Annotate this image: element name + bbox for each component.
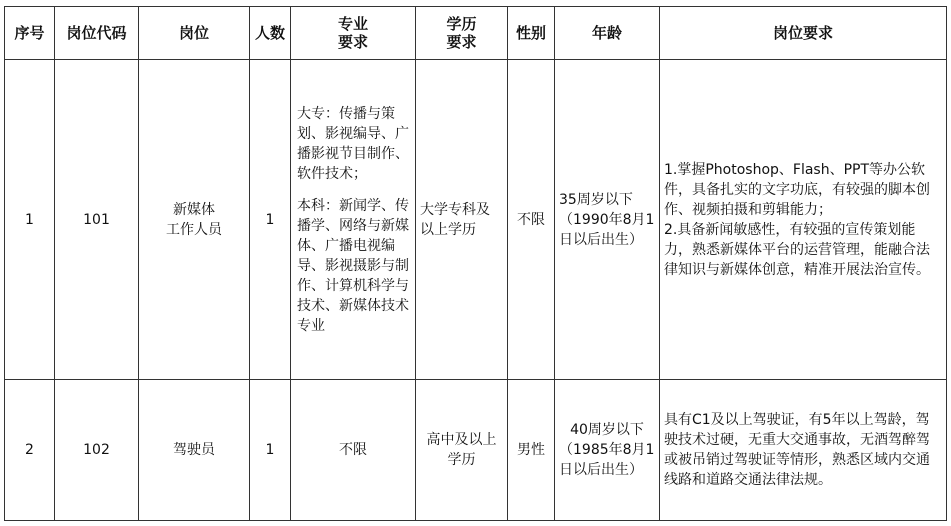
header-major-line1: 专业 <box>337 15 368 33</box>
cell-count: 1 <box>250 60 291 380</box>
age-limit: 40周岁以下 <box>570 422 644 438</box>
cell-code: 101 <box>55 60 139 380</box>
header-major-line2: 要求 <box>337 33 368 51</box>
header-education <box>416 7 508 60</box>
table-row <box>5 380 947 521</box>
header-edu-line2: 要求 <box>446 33 477 51</box>
job-requirements-table <box>4 6 947 521</box>
cell-count: 1 <box>250 380 291 521</box>
cell-gender: 男性 <box>508 380 555 521</box>
cell-code: 102 <box>55 380 139 521</box>
header-gender: 性别 <box>508 7 555 60</box>
requirement-item-1: 1.掌握Photoshop、Flash、PPT等办公软件，具备扎实的文字功底，有较强的脚本创作、视频拍摄和剪辑能力； <box>664 161 930 218</box>
cell-age <box>555 60 660 380</box>
cell-seq: 1 <box>5 60 55 380</box>
header-edu-line1: 学历 <box>446 15 477 33</box>
cell-position: 驾驶员 <box>139 380 250 521</box>
header-seq: 序号 <box>5 7 55 60</box>
cell-age <box>555 380 660 521</box>
cell-seq: 2 <box>5 380 55 521</box>
position-line2: 工作人员 <box>166 221 222 238</box>
table-row <box>5 60 947 380</box>
header-position: 岗位 <box>139 7 250 60</box>
requirement-item-2: 2.具备新闻敏感性，有较强的宣传策划能力，熟悉新媒体平台的运营管理，能融合法律知识与新媒体创意，精准开展法治宣传。 <box>664 221 930 278</box>
cell-position <box>139 60 250 380</box>
major-college: 大专：传播与策划、影视编导、广播影视节目制作、软件技术； <box>297 105 409 182</box>
header-major <box>291 7 416 60</box>
header-age: 年龄 <box>555 7 660 60</box>
cell-education: 高中及以上学历 <box>416 380 508 521</box>
major-bachelor: 本科：新闻学、传播学、网络与新媒体、广播电视编导、影视摄影与制作、计算机科学与技术、新媒体技术专业 <box>297 197 409 334</box>
age-limit: 35周岁以下 <box>559 191 633 208</box>
cell-major <box>291 60 416 380</box>
cell-education: 大学专科及以上学历 <box>416 60 508 380</box>
cell-requirements <box>660 60 947 380</box>
cell-gender: 不限 <box>508 60 555 380</box>
header-count: 人数 <box>250 7 291 60</box>
age-birthdate: （1985年8月1日以后出生） <box>559 442 655 478</box>
cell-major: 不限 <box>291 380 416 521</box>
position-line1: 新媒体 <box>173 201 215 218</box>
header-requirements: 岗位要求 <box>660 7 947 60</box>
major-spacer <box>297 184 411 196</box>
header-code: 岗位代码 <box>55 7 139 60</box>
age-birthdate: （1990年8月1日以后出生） <box>559 211 655 248</box>
cell-requirements: 具有C1及以上驾驶证，有5年以上驾龄，驾驶技术过硬，无重大交通事故，无酒驾醉驾或被吊销过驾驶证等情形，熟悉区域内交通线路和道路交通法律法规。 <box>660 380 947 521</box>
table-header-row <box>5 7 947 60</box>
